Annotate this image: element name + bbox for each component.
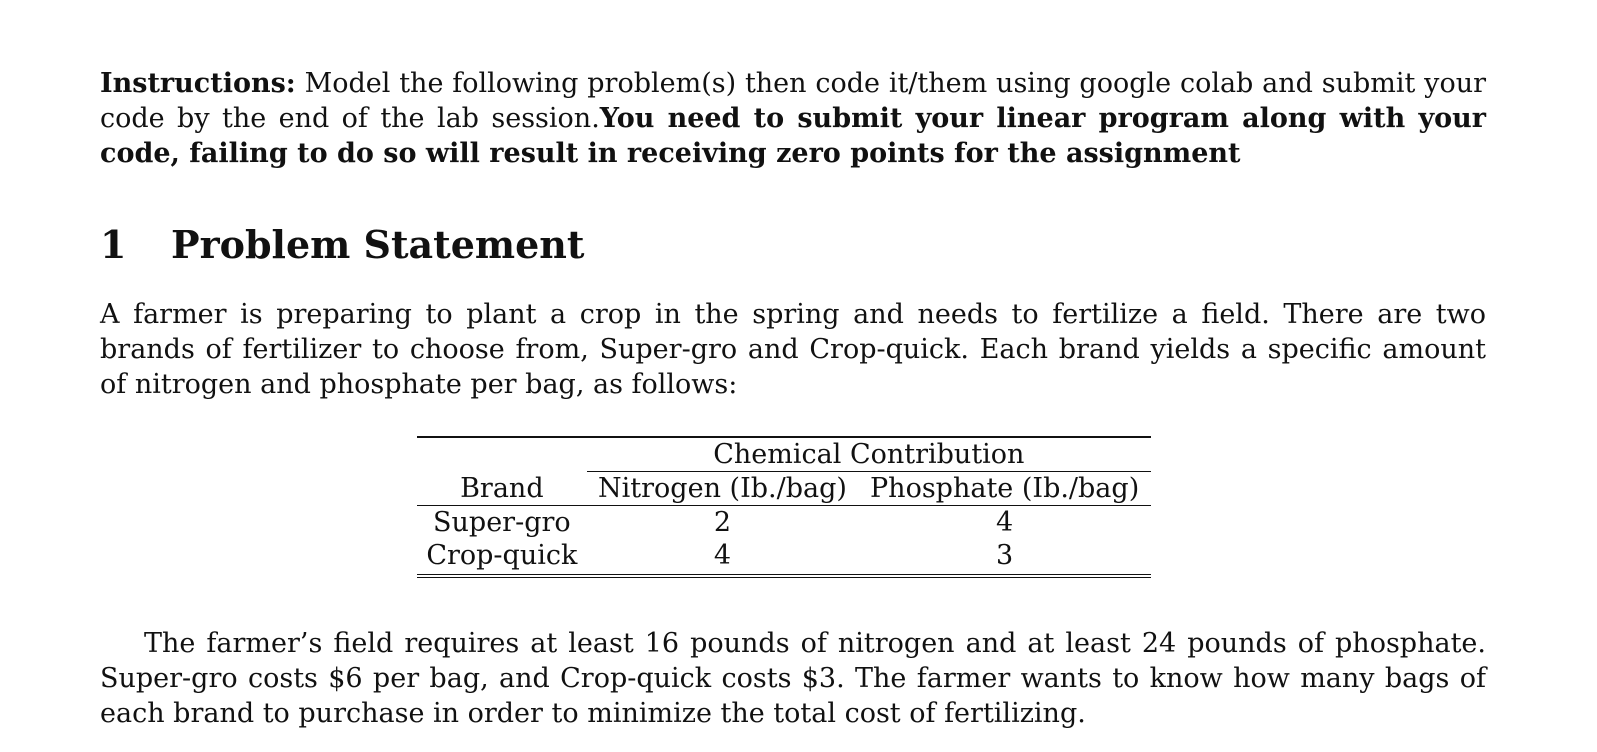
column-header-phosphate: Phosphate (Ib./bag)	[858, 472, 1151, 506]
section-heading	[100, 223, 1486, 267]
nitrogen-cell: 2	[713, 507, 732, 538]
table-header-row	[417, 472, 1151, 506]
brand-cell: Crop-quick	[417, 539, 587, 576]
phosphate-cell: 4	[996, 507, 1014, 538]
table-group-header-row	[417, 437, 1151, 472]
phosphate-cell: 3	[858, 539, 1151, 576]
instructions-paragraph	[100, 66, 1486, 171]
group-header-cell: Chemical Contribution	[587, 437, 1151, 472]
brand-cell: Super-gro	[433, 507, 571, 538]
fertilizer-table-wrapper	[417, 436, 1151, 578]
table-empty-cell	[417, 437, 587, 472]
problem-details-paragraph: The farmer’s field requires at least 16 pounds of nitrogen and at least 24 pounds of phosphate. Super-gro costs $6 per bag, and Crop-quick costs $3. The farmer wants to know how many bags of each brand to purchase in order to minimize the total cost of fertilizing.	[100, 628, 1486, 729]
column-header-brand: Brand	[417, 472, 587, 506]
nitrogen-cell: 4	[587, 539, 859, 576]
table-row	[417, 539, 1151, 576]
instructions-warning: You need to submit your linear program along with your code, failing to do so will result in receiving zero points for the assignment	[100, 103, 1486, 169]
instructions-label: Instructions:	[100, 68, 296, 99]
instructions-text: Model the following problem(s) then code it/them using google colab and submit your code by the end of the lab session.	[100, 68, 1486, 134]
fertilizer-table	[417, 436, 1151, 578]
problem-intro-paragraph: A farmer is preparing to plant a crop in the spring and needs to fertilize a field. There are two brands of fertilizer to choose from, Super-gro and Crop-quick. Each brand yields a specific amount of nitrogen and phosphate per bag, as follows:	[100, 299, 1486, 400]
document-page	[100, 66, 1486, 731]
section-number: 1	[100, 222, 127, 267]
column-header-nitrogen: Nitrogen (Ib./bag)	[587, 472, 859, 506]
section-title: Problem Statement	[171, 222, 585, 267]
table-row	[417, 506, 1151, 540]
